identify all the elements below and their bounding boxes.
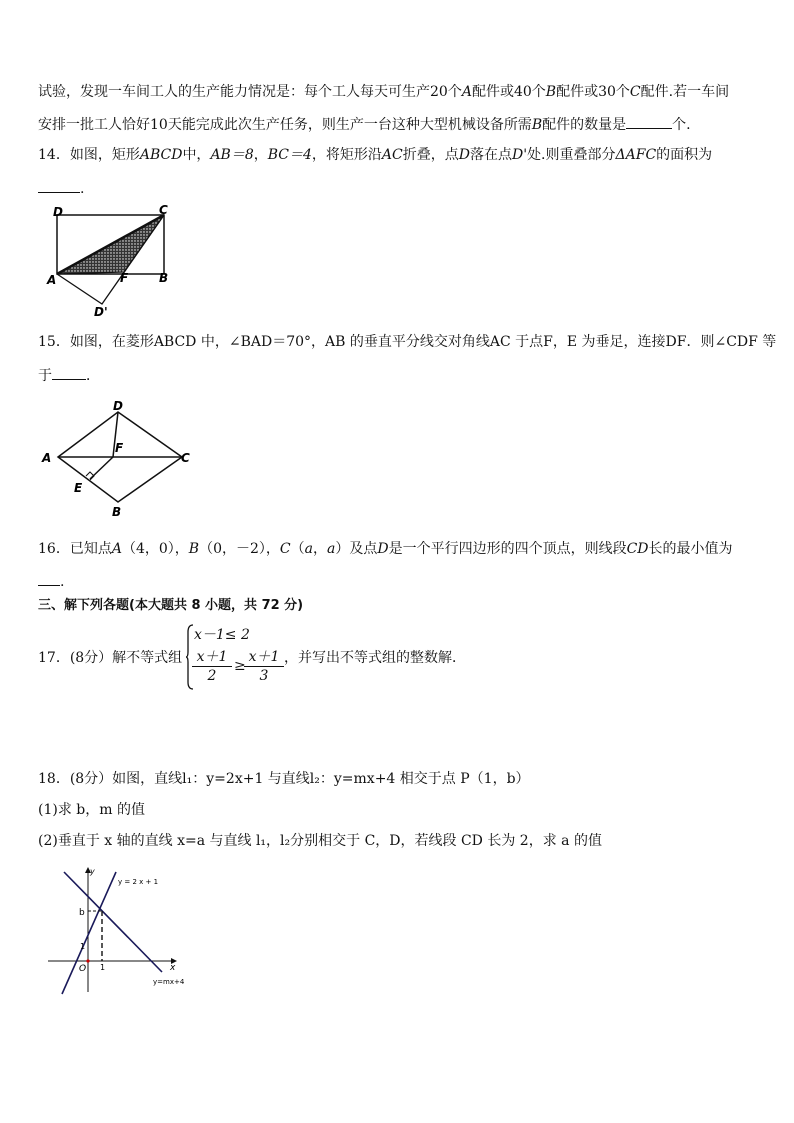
label-a: A: [42, 451, 52, 465]
q15-text: 15．如图，在菱形ABCD 中，∠BAD＝70°，AB 的垂直平分线交对角线AC 于点F，E 为垂足，连接DF．则∠CDF 等: [38, 334, 777, 350]
numerator: x＋1: [244, 648, 284, 667]
q16-text: ）及点: [335, 541, 378, 557]
q13-line-2: [38, 113, 691, 135]
q13-text: 配件的数量是: [542, 117, 627, 133]
origin-label: O: [79, 964, 87, 974]
q16-line-1: [38, 539, 733, 559]
q17-text: ，并写出不等式组的整数解．: [284, 650, 466, 666]
fraction-left: [192, 648, 232, 685]
denominator: 3: [259, 668, 269, 684]
l2-label: y=mx+4: [153, 978, 185, 986]
q16-text: （0，－2），: [199, 541, 280, 557]
var-b: B: [531, 117, 543, 133]
label-a: A: [47, 273, 57, 287]
q18-part-2: [38, 831, 602, 851]
label-b: B: [159, 271, 169, 285]
q18-text: 18．(8分）如图，直线l₁：y=2x+1 与直线l₂：y=mx+4 相交于点 P（1，b）: [38, 771, 530, 787]
var-a: a: [304, 541, 313, 557]
q18-text: (2)垂直于 x 轴的直线 x=a 与直线 l₁，l₂分别相交于 C，D，若线段 CD 长为 2，求 a 的值: [38, 833, 602, 849]
q13-text: 试验，发现一车间工人的生产能力情况是：每个工人每天可生产20个: [38, 84, 462, 100]
answer-blank[interactable]: [52, 364, 86, 380]
label-d: D: [113, 399, 123, 413]
q14-text: 的面积为: [656, 147, 713, 163]
q17-text: 17．(8分）解不等式组: [38, 650, 183, 666]
q14-text: ，: [253, 147, 268, 163]
x-axis-label: x: [170, 963, 176, 973]
label-f: F: [120, 271, 129, 285]
inequality-1: x－1≤ 2: [194, 627, 250, 643]
q13-text: 配件或30个: [556, 84, 630, 100]
q14-ac: AC: [381, 147, 403, 163]
y-tick-1: 1: [80, 942, 86, 951]
figure-14-folded-rectangle: [44, 204, 174, 318]
q14-line-1: [38, 145, 712, 165]
q16-text: 长的最小值为: [648, 541, 733, 557]
q15-line-2: [38, 364, 100, 386]
q15-text: 于: [38, 368, 52, 384]
b-tick-label: b: [79, 908, 85, 918]
q14-text: .: [80, 181, 85, 197]
q16-text: （4，0），: [121, 541, 189, 557]
point-b: B: [188, 541, 200, 557]
q14-rect-name: ABCD: [139, 147, 183, 163]
numerator: x＋1: [192, 648, 232, 667]
q18-text: (1)求 b，m 的值: [38, 802, 145, 818]
figure-15-rhombus: [36, 396, 206, 522]
q16-text: 是一个平行四边形的四个顶点，则线段: [388, 541, 627, 557]
label-b: B: [112, 505, 122, 519]
q13-text: 安排一批工人恰好10天能完成此次生产任务，则生产一台这种大型机械设备所需: [38, 117, 532, 133]
q13-text: 个.: [672, 117, 691, 133]
geq-sign: ≥: [234, 658, 246, 674]
l1-label: y = 2 x + 1: [118, 878, 159, 886]
figure-18-coordinate-plot: [44, 864, 204, 996]
var-a: a: [326, 541, 336, 557]
inequality-system: [186, 624, 286, 692]
q13-line-1: [38, 82, 729, 102]
q14-line-2: [38, 177, 84, 199]
x-tick-1: 1: [100, 963, 106, 972]
q14-d: D: [458, 147, 470, 163]
answer-blank[interactable]: [626, 113, 672, 129]
var-b: B: [545, 84, 557, 100]
q15-text: ．: [86, 368, 100, 384]
label-d: D: [53, 205, 63, 219]
q16-text: （: [290, 541, 305, 557]
q14-text: 14．如图，矩形: [38, 147, 140, 163]
line-l1: [62, 872, 116, 994]
q16-text: .: [60, 574, 65, 590]
point-d: D: [377, 541, 389, 557]
q13-text: 配件.若一车间: [640, 84, 730, 100]
q14-dprime: D': [511, 147, 528, 163]
segment-cd: CD: [626, 541, 649, 557]
denominator: 2: [207, 668, 217, 684]
var-c: C: [629, 84, 641, 100]
q15-line-1: [38, 332, 776, 352]
q14-text: 折叠，点: [402, 147, 459, 163]
point-c: C: [279, 541, 291, 557]
label-dprime: D': [94, 305, 108, 318]
fraction-right: [244, 648, 284, 685]
origin-dot: [86, 959, 89, 962]
q14-text: 落在点: [469, 147, 512, 163]
q14-ab: AB＝8: [210, 147, 254, 163]
var-a: A: [461, 84, 472, 100]
section-3-heading: 三、解下列各题(本大题共 8 小题，共 72 分): [38, 598, 304, 613]
q16-text: 16．已知点: [38, 541, 112, 557]
q18-line-1: [38, 769, 530, 789]
label-e: E: [74, 481, 83, 495]
q14-text: ，将矩形沿: [311, 147, 382, 163]
answer-blank[interactable]: [38, 177, 80, 193]
label-c: C: [181, 451, 190, 465]
q16-line-2: [38, 570, 64, 592]
q16-text: ，: [312, 541, 327, 557]
q14-triangle: ΔAFC: [615, 147, 657, 163]
point-a: A: [111, 541, 122, 557]
q17-prefix: [38, 648, 182, 668]
q14-text: 中，: [182, 147, 211, 163]
q13-text: 配件或40个: [471, 84, 546, 100]
y-axis-label: y: [90, 867, 95, 876]
label-c: C: [159, 204, 168, 217]
q14-text: 处.则重叠部分: [527, 147, 616, 163]
q14-bc: BC＝4: [267, 147, 312, 163]
q17-suffix: [284, 648, 466, 668]
answer-blank[interactable]: [38, 570, 60, 586]
label-f: F: [115, 441, 124, 455]
q18-part-1: [38, 800, 145, 820]
